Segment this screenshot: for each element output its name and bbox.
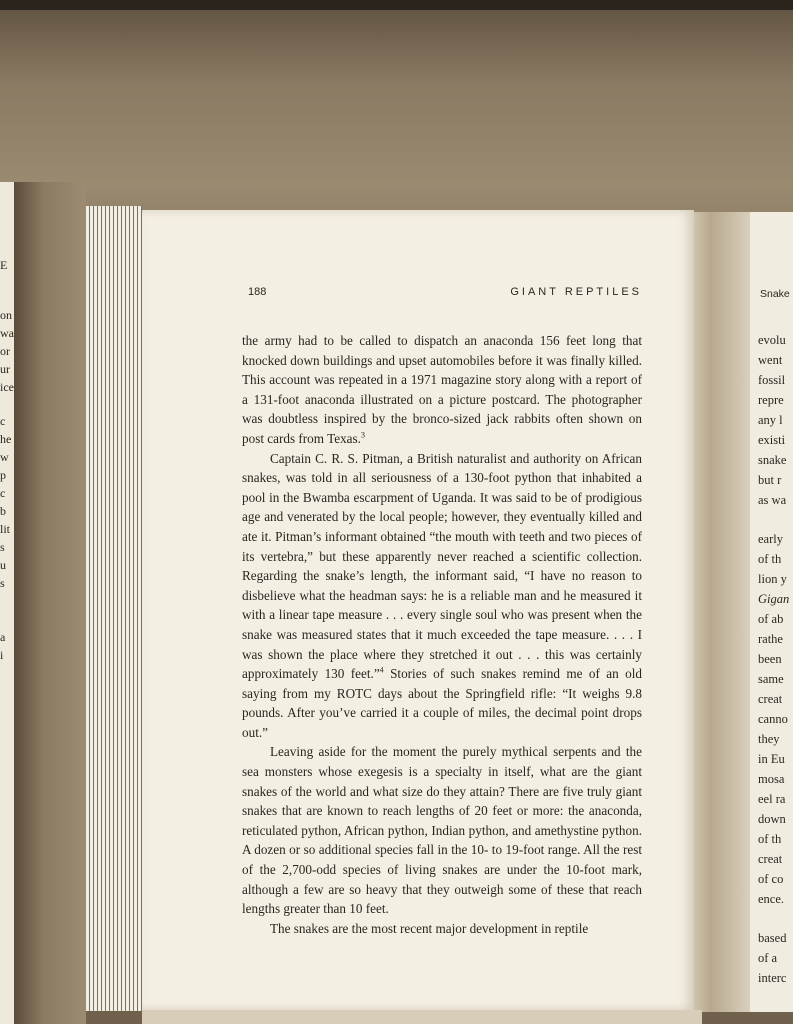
right-fragment: same [758, 672, 784, 686]
right-fragment: canno [758, 712, 788, 726]
right-fragment: been [758, 652, 782, 666]
left-fragment: i [0, 648, 4, 662]
right-fragment: as wa [758, 493, 787, 507]
top-edge [0, 0, 793, 10]
left-fragment: a [0, 630, 6, 644]
book-gutter [694, 212, 750, 1012]
right-fragment: of co [758, 872, 784, 886]
right-fragment: fossil [758, 373, 786, 387]
right-fragment: down [758, 812, 786, 826]
left-fragment: he [0, 432, 12, 446]
right-fragment: mosa [758, 772, 785, 786]
right-fragment: snake [758, 453, 787, 467]
left-fragment: s [0, 576, 5, 590]
right-fragment: rathe [758, 632, 783, 646]
left-fragment: c [0, 414, 6, 428]
right-fragment: but r [758, 473, 782, 487]
right-fragment: ence. [758, 892, 785, 906]
right-fragment: creat [758, 852, 783, 866]
right-fragment: of a [758, 951, 778, 965]
right-fragment: Gigan [758, 592, 790, 606]
book-page [142, 210, 694, 1010]
left-fragment: s [0, 540, 5, 554]
left-fragment: ice [0, 380, 14, 394]
right-fragment: repre [758, 393, 784, 407]
paragraph: Captain C. R. S. Pitman, a British naturalist and authority on African snakes, was told in all seriousness of a 130-foot python that inhabited a pool in the Bwamba escarpment of Uganda. It was said to be of prodigious age and venerated by the local people; however, they eventually killed and ate it. Pitman’s informant obtained “the mouth with teeth and two pieces of its vertebra,” but these apparently never reached a scientific collection. Regarding the snake’s length, the informant said, “I have no reason to disbelieve what the headman says: he is a reliable man and he measured it with a linear tape measure . . . every single soul who was present when the snake was measured states that it much exceeded the tape measure. . . . I was shown the place where they stretched it out . . . this was certainly approximately 130 feet.”$^4$ Stories of such snakes remind me of an old saying from my ROTC days about the Springfield rifle: “It weighs 9.8 pounds. After you’ve carried it a couple of miles, the decimal point drops out.” [242, 450, 642, 740]
right-running-head: Snake [760, 288, 790, 300]
paragraph: Leaving aside for the moment the purely mythical serpents and the sea monsters whose exegesis is a specialty in itself, what are the giant snakes of the world and what size do they attain? There are five truly giant snakes that are known to reach lengths of 20 feet or more: the anaconda, reticulated python, African python, Indian python, and amethystine python. A dozen or so additional species fall in the 10- to 19-foot range. All the rest of the 2,700-odd species of living snakes are under the 10-foot mark, although a few are so heavy that they outweigh some of these that reach lengths greater than 10 feet. [242, 744, 642, 917]
right-fragment: eel ra [758, 792, 786, 806]
running-head: GIANT REPTILES [510, 286, 642, 298]
left-fragment: u [0, 558, 6, 572]
paragraph: The snakes are the most recent major development in reptile [270, 920, 589, 936]
right-fragment: existi [758, 433, 786, 447]
right-page-fragment [750, 212, 793, 1012]
body-text [242, 331, 642, 938]
right-fragment: of th [758, 552, 782, 566]
footnote-ref: 3 [360, 430, 365, 440]
right-fragment: lion y [758, 572, 787, 586]
left-fragment: on [0, 308, 12, 322]
left-fragment: p [0, 468, 6, 482]
left-shadow [14, 182, 86, 1024]
left-fragment: or [0, 344, 10, 358]
right-fragment: interc [758, 971, 787, 985]
page-edges [86, 206, 142, 1011]
page-bottom-strip [142, 1010, 702, 1024]
footnote-ref: 4 [379, 665, 384, 675]
left-fragment: ur [0, 362, 10, 376]
right-fragment: any l [758, 413, 783, 427]
page-number: 188 [248, 286, 267, 298]
right-fragment: of ab [758, 612, 784, 626]
left-fragment: w [0, 450, 9, 464]
left-fragment: wa [0, 326, 14, 340]
right-fragment: of th [758, 832, 782, 846]
left-fragment: lit [0, 522, 11, 536]
right-fragment: went [758, 353, 783, 367]
left-fragment: c [0, 486, 6, 500]
right-fragment: in Eu [758, 752, 785, 766]
right-fragment: creat [758, 692, 783, 706]
right-fragment: evolu [758, 333, 786, 347]
paragraph: the army had to be called to dispatch an anaconda 156 feet long that knocked down buildings and upset automobiles before it was finally killed. This account was repeated in a 1971 magazine story along with a report of a 131-foot anaconda illustrated on a picture postcard. The photographer was doubtless inspired by the bronco-sized jack rabbits often shown on post cards from Texas.$^3$ [242, 333, 642, 446]
right-fragment: early [758, 532, 783, 546]
left-fragment: b [0, 504, 6, 518]
left-page-fragment [0, 182, 14, 1024]
right-fragment: they [758, 732, 780, 746]
left-fragment: E [0, 258, 8, 272]
right-fragment: based [758, 931, 787, 945]
